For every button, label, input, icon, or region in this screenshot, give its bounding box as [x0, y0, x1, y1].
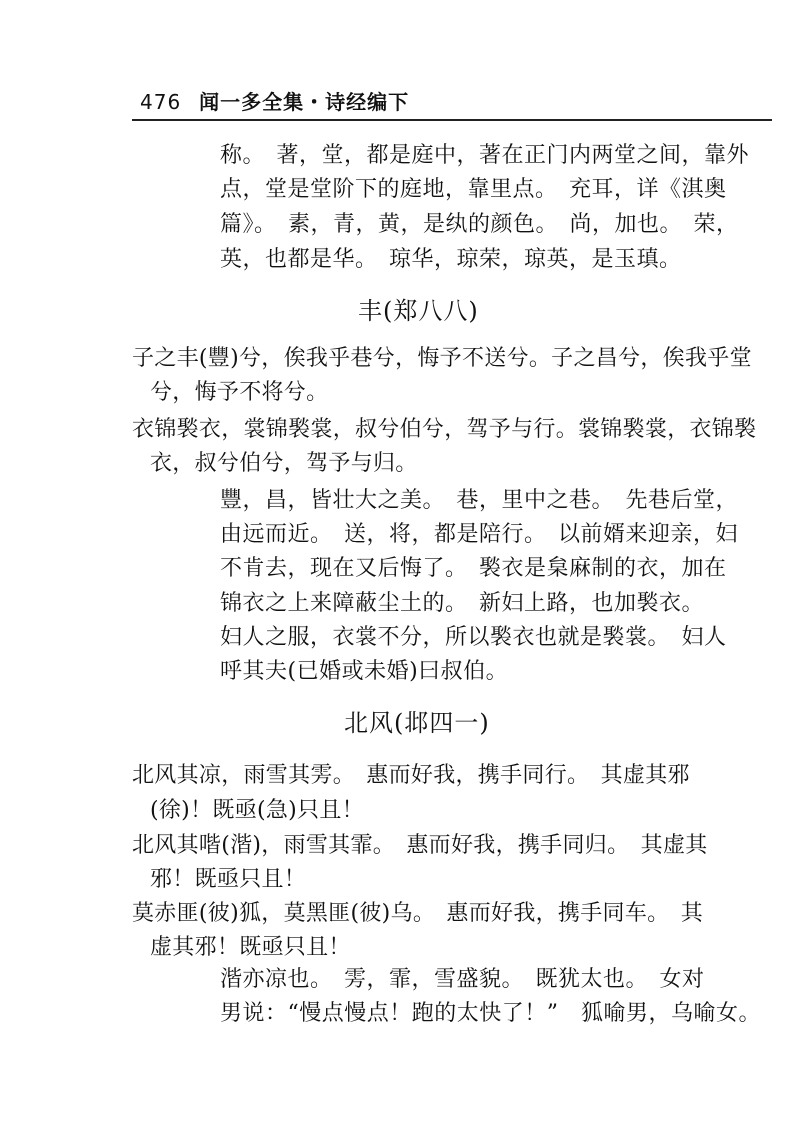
note-line: 点，堂是堂阶下的庭地，靠里点。 充耳，详《淇奥: [220, 177, 727, 202]
verse-line: (徐)！既亟(急)只且！: [150, 798, 364, 823]
running-header: [140, 86, 409, 115]
note-line: 英，也都是华。 琼华，琼荣，琼英，是玉瑱。: [220, 247, 682, 272]
note-line: 男说：“慢点慢点！跑的太快了！” 狐喻男，乌喻女。: [220, 1001, 761, 1026]
verse-line: 衣锦褧衣，裳锦褧裳，叔兮伯兮，驾予与行。裳锦褧裳，衣锦褧: [132, 417, 757, 442]
poem-title: 北风(邶四一): [344, 709, 490, 737]
page-number: 476: [140, 90, 182, 114]
verse-line: 子之丰(豐)兮，俟我乎巷兮，悔予不送兮。子之昌兮，俟我乎堂: [132, 346, 752, 371]
note-line: 篇》。 素，青，黄，是纨的颜色。 尚，加也。 荣，: [220, 212, 739, 237]
note-line: 呼其夫(已婚或未婚)曰叔伯。: [220, 659, 509, 684]
poem-title: 丰(郑八八): [358, 297, 479, 325]
verse-line: 衣，叔兮伯兮，驾予与归。: [150, 451, 418, 476]
note-line: 妇人之服，衣裳不分，所以褧衣也就是褧裳。 妇人: [220, 625, 727, 650]
verse-line: 虚其邪！既亟只且！: [150, 935, 351, 960]
verse-line: 邪！既亟只且！: [150, 867, 307, 892]
header-rule: [132, 119, 772, 121]
note-line: 锦衣之上来障蔽尘土的。 新妇上路，也加褧衣。: [220, 591, 705, 616]
verse-line: 北风其凉，雨雪其雱。 惠而好我，携手同行。 其虚其邪: [132, 763, 690, 788]
verse-line: 莫赤匪(彼)狐，莫黑匪(彼)乌。 惠而好我，携手同车。 其: [132, 901, 704, 926]
note-line: 由远而近。 送，将，都是陪行。 以前婿来迎亲，妇: [220, 522, 739, 547]
verse-line: 兮，悔予不将兮。: [150, 380, 329, 405]
note-line: 豐，昌，皆壮大之美。 巷，里中之巷。 先巷后堂，: [220, 488, 739, 513]
verse-line: 北风其喈(湝)，雨雪其霏。 惠而好我，携手同归。 其虚其: [132, 833, 708, 858]
note-line: 称。 著，堂，都是庭中，著在正门内两堂之间，靠外: [220, 143, 750, 168]
book-title: 闻一多全集・诗经编下: [199, 90, 410, 114]
note-line: 湝亦凉也。 雱，霏，雪盛貌。 既犹太也。 女对: [220, 967, 705, 992]
note-line: 不肯去，现在又后悔了。 褧衣是枲麻制的衣，加在: [220, 556, 727, 581]
